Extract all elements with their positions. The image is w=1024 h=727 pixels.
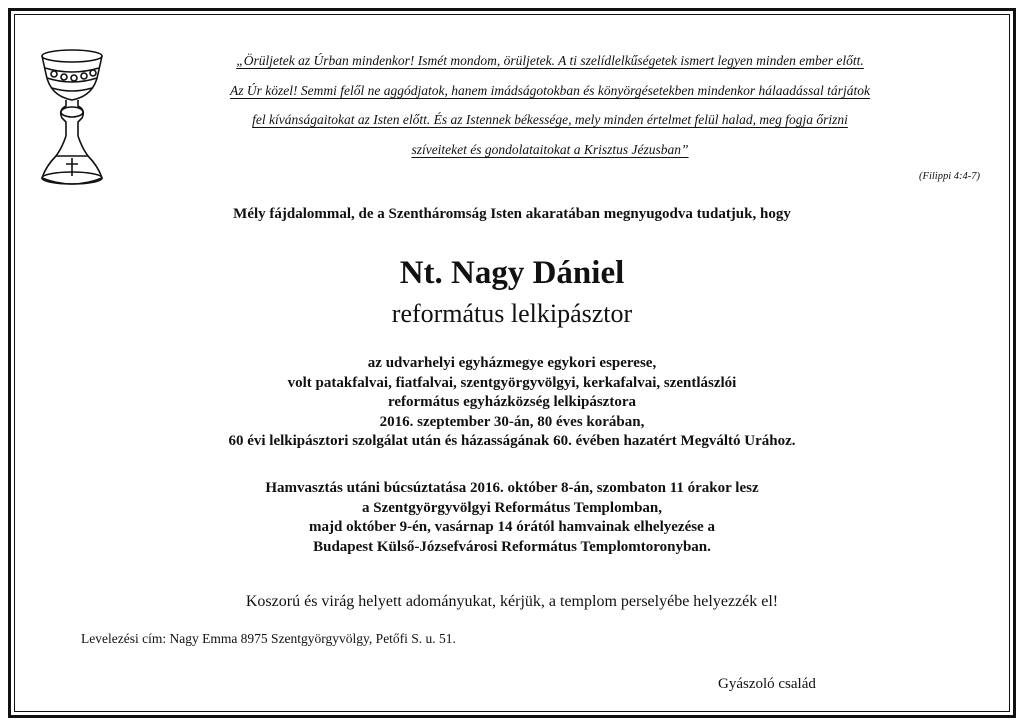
quote-line: „Örüljetek az Úrban mindenkor! Ismét mondom, örüljetek. A ti szelídlelkűségetek ismert legyen minden ember előtt. xyxy=(236,53,864,68)
funeral-line: Hamvasztás utáni búcsúztatása 2016. október 8-án, szombaton 11 órakor lesz xyxy=(265,480,759,496)
deceased-name: Nt. Nagy Dániel xyxy=(399,255,625,291)
funeral-block xyxy=(0,479,1024,557)
intro-text: Mély fájdalommal, de a Szentháromság Isten akaratában megnyugodva tudatjuk, hogy xyxy=(233,206,791,222)
signature: Gyászoló család xyxy=(718,676,816,692)
mailing-address: Levelezési cím: Nagy Emma 8975 Szentgyörgyvölgy, Petőfi S. u. 51. xyxy=(81,631,456,646)
quote-reference: (Filippi 4:4-7) xyxy=(919,171,980,182)
details-line: volt patakfalvai, fiatfalvai, szentgyörgyvölgyi, kerkafalvai, szentlászlói xyxy=(287,374,737,391)
details-line: 2016. szeptember 30-án, 80 éves korában, xyxy=(379,413,645,430)
funeral-line: majd október 9-én, vasárnap 14 órától hamvainak elhelyezése a xyxy=(309,519,715,535)
quote-line: fel kívánságaitokat az Isten előtt. És az Istennek békessége, mely minden értelmet felül halad, meg fogja őrizni xyxy=(252,112,848,127)
details-line: református egyházközség lelkipásztora xyxy=(387,394,636,410)
details-line: az udvarhelyi egyházmegye egykori esperese, xyxy=(367,355,657,371)
quote-line: Az Úr közel! Semmi felől ne aggódjatok, hanem imádságotokban és könyörgésetekben mindenkor hálaadással tárjátok xyxy=(230,82,870,98)
deceased-title: református lelkipásztor xyxy=(391,299,633,328)
details-line: 60 évi lelkipásztori szolgálat után és házasságának 60. évében hazatért Megváltó Urához. xyxy=(228,433,796,449)
donation-request: Koszorú és virág helyett adományukat, kérjük, a templom perselyébe helyezzék el! xyxy=(245,593,779,610)
details-block xyxy=(0,354,1024,452)
bible-quote xyxy=(160,46,940,164)
quote-line: szíveiteket és gondolataitokat a Krisztus Jézusban” xyxy=(411,141,689,157)
funeral-line: Budapest Külső-Józsefvárosi Református Templomtoronyban. xyxy=(313,538,711,555)
chalice-icon xyxy=(36,44,108,192)
funeral-line: a Szentgyörgyvölgyi Református Templomban, xyxy=(362,499,662,516)
